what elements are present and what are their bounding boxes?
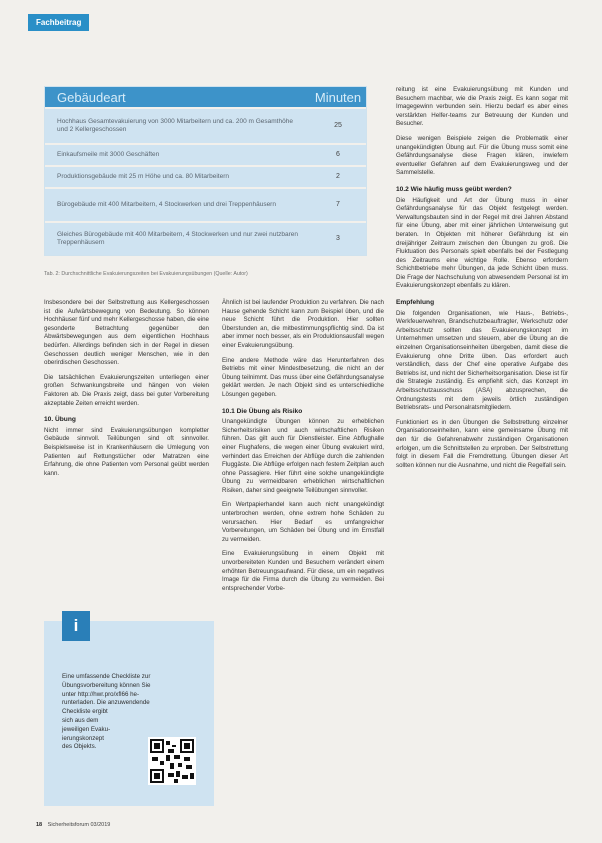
column-middle [222, 299, 384, 599]
col-minutes-header: Minuten [314, 89, 362, 105]
paragraph: Funktioniert es in den Übungen die Selbstrettung einzelner Organisationseinheiten, kann eine gemeinsame Übung mit den für die Gefahrenabwehr zuständigen Organisationen erfolgen, um die Schnittstellen zu erproben. Der Selbstrettung folgt in diesem Fall die Fremdrettung. Übungen dieser Art sollten können nur die Ausnahme, und nicht die Regelfall sein. [396, 418, 568, 469]
magazine-name: Sicherheitsforum 03/2019 [47, 822, 111, 828]
info-line: des Objekts. [62, 743, 97, 751]
section-heading: 10. Übung [44, 416, 76, 424]
minutes-cell: 2 [336, 172, 340, 180]
info-line: sich aus dem [62, 716, 99, 724]
minutes-cell: 3 [336, 234, 340, 242]
info-line: unter http://hwr.pro/xfl66 he- [62, 690, 140, 698]
paragraph: Die tatsächlichen Evakuierungszeiten unterliegen einer großen Schwankungsbreite und hängen von vielen Faktoren ab. Die Praxis zeigt, dass bei guter Vorbereitung akzeptable Zeiten erreicht werden. [44, 373, 209, 407]
section-heading: Empfehlung [396, 299, 435, 307]
page-number: 18 [36, 822, 43, 828]
minutes-cell: 7 [336, 200, 340, 208]
paragraph: Diese wenigen Beispiele zeigen die Problematik einer unangekündigten Übung auf. Für die Übung muss somit eine Gefährdungsanalyse diese Fragen klären, inwiefern eventueller Gefahren auf dem Evakuierungsweg und der Sammelstelle. [396, 134, 568, 177]
paragraph: Eine andere Methode wäre das Herunterfahren des Betriebs mit einer Mindestbesetzung, die nicht an der Übung teilnimmt. Das muss über eine Gefährdungsanalyse geklärt werden. Je nach Objekt sind es unterschiedliche Lösungen gegeben. [222, 356, 384, 398]
info-line: runterladen. Die anzuwendende [62, 699, 150, 707]
paragraph: Ähnlich ist bei laufender Produktion zu verfahren. Die nach Hause gehende Schicht kann zum Beispiel üben, und die neue Schicht führt die Produktion. Hier sollten Überstunden an, die mitbestimmungspflichtig sind. Da ist aber immer noch besser, als ein Produktionsausfall wegen einer Evakuierungsübung. [222, 299, 384, 349]
building-cell: Hochhaus Gesamtevakuierung von 3000 Mitarbeitern und ca. 200 m Gesamthöhe und 2 Kellergeschossen [57, 117, 293, 133]
col-building-header: Gebäudeart [57, 89, 126, 105]
qr-code-graphic [150, 739, 194, 783]
building-cell: Produktionsgebäude mit 25 m Höhe und ca. 80 Mitarbeitern [57, 172, 229, 180]
info-line: Checkliste ergibt [62, 708, 108, 716]
building-cell: Einkaufsmeile mit 3000 Geschäften [57, 150, 160, 158]
info-line: Übungsvorbereitung können Sie [62, 681, 151, 689]
section-heading: 10.2 Wie häufig muss geübt werden? [396, 185, 512, 193]
page-footer [36, 822, 110, 828]
paragraph: Nicht immer sind Evakuierungsübungen kompletter Gebäude sinnvoll. Teilübungen sind oft sinnvoller. Beispielsweise ist in Krankenhäusern die Umlegung von Patienten auf Rettungstücher oder Matratzen eine Erfahrung, die ohne Patienten vom Personal geübt werden kann. [44, 426, 209, 477]
paragraph: Unangekündigte Übungen können zu erheblichen Sicherheitsrisiken und auch wirtschaftlichen Risiken führen. Das gilt auch für Dienstleister. Eine Abflughalle einer Flughafens, die wegen einer Übung evakuiert wird, verhindert das Erreichen der Abflüge durch die zahlenden Fluggäste. Die Abflüge erfolgen nach festem Zeitplan auch ohne Passagiere. Hier führt eine solche unangekündigte Übung zu vermeidbaren erheblichen wirtschaftlichen Risiken, daher sind geeignete Teilübungen sinnvoller. [222, 418, 384, 494]
table-row [45, 221, 366, 255]
building-cell: Bürogebäude mit 400 Mitarbeitern, 4 Stockwerken und drei Treppenhäusern [57, 200, 276, 208]
column-right [396, 86, 568, 476]
paragraph: Insbesondere bei der Selbstrettung aus Kellergeschossen ist die Aufwärtsbewegung von Bedeutung. So können Hochhäuser fünf und mehr Kellergeschosse haben, die eine gesonderte Betrachtung gegenüber den Abwärtsbewegungen aus dem eigentlichen Hochhaus bedürfen. Allerdings befinden sich in der Regel in diesen Geschossen deutlich weniger Menschen, wie in den oberirdischen Geschossen. [44, 299, 209, 367]
paragraph: Die Häufigkeit und Art der Übung muss in einer Gefährdungsanalyse für das Objekt festgelegt werden. Verwaltungsbauten sind in der Regel mit drei Jahren Abstand für eine Übung, aber mit einer jährlichen Unterweisung gut beraten. In Objekten mit höherer Gefährdung ist ein dreijähriger Zeitraum zwischen den Übungen zu groß. Die Fluktuation des Personals spielt ebenfalls bei der Festlegung des Zeitraums eine wichtige Rolle. Ebenso erfordern Schichtbetriebe mehr Übungen, da jede Schicht üben muss. Die Frage der Nachschulung von abwesendem Personal ist im Evakuierungskonzept ebenfalls zu klären. [396, 196, 568, 290]
minutes-cell: 25 [334, 121, 342, 129]
paragraph: reitung ist eine Evakuierungsübung mit Kunden und Besuchern machbar, wie die Praxis zeigt. Es kann sogar mit Imagegewinn verbunden sein. Hierzu bedarf es aber eines verstärkten Helfer-teams zur Betreuung der Kunden und Besucher. [396, 86, 568, 128]
evacuation-times-table [44, 86, 367, 256]
paragraph: Eine Evakuierungsübung in einem Objekt mit unvorbereiteten Kunden und Besuchern verändert einem erhöhten Betreuungsaufwand. Für diese, um ein negatives Image für die Firma durch die Übung zu vermeiden. Bei entsprechender Vorbe- [222, 550, 384, 592]
section-label: Fachbeitrag [28, 14, 89, 31]
table-row [45, 165, 366, 187]
table-row [45, 187, 366, 221]
section-heading: 10.1 Die Übung als Risiko [222, 407, 303, 415]
paragraph: Ein Wertpapierhandel kann auch nicht unangekündigt unterbrochen werden, ohne extrem hohe Schäden zu verursachen. Hier Bedarf es umfangreicher Vorbereitungen, um Schäden bei Übung und im Ernstfall zu vermeiden. [222, 501, 384, 543]
info-icon: i [62, 611, 90, 641]
info-line: ierungskonzept [62, 734, 104, 742]
building-cell: Gleiches Bürogebäude mit 400 Mitarbeitern, 4 Stockwerken und nur zwei nutzbaren Treppenhäusern [57, 230, 298, 246]
info-line: Eine umfassende Checkliste zur [62, 673, 151, 680]
table-row [45, 107, 366, 143]
column-left [44, 299, 209, 484]
qr-code-icon[interactable] [148, 737, 196, 785]
paragraph: Die folgenden Organisationen, wie Haus-, Betriebs-, Werkfeuerwehren, Brandschutzbeauftragter, Werkschutz oder Arbeitsschutz sollten das Evakuierungskonzept im Unternehmen umsetzen und steuern, aber die Übung an die einzelnen Organisationseinheiten übergeben, damit diese die Evakuierung ohne Dritte üben. Das erfordert auch verständlich, dass der Chef eine operative Aufgabe des Betriebs ist, und nicht der Sicherheitsorganisation. Diese ist für die Strategie zuständig. Es empfiehlt sich, das Konzept im Arbeitsschutzausschuss (ASA) abzusprechen, die Ordnungstests mit dem jeweils örtlich zuständigen Betriebsrats- und Personalratsmitgliedern. [396, 309, 568, 412]
table-header [45, 87, 366, 107]
info-box [44, 616, 214, 806]
info-line: jeweiligen Evaku- [62, 725, 111, 733]
table-caption: Tab. 2: Durchschnittliche Evakuierungszeiten bei Evakuierungsübungen (Quelle: Autor) [44, 271, 248, 277]
minutes-cell: 6 [336, 150, 340, 158]
table-row [45, 143, 366, 165]
